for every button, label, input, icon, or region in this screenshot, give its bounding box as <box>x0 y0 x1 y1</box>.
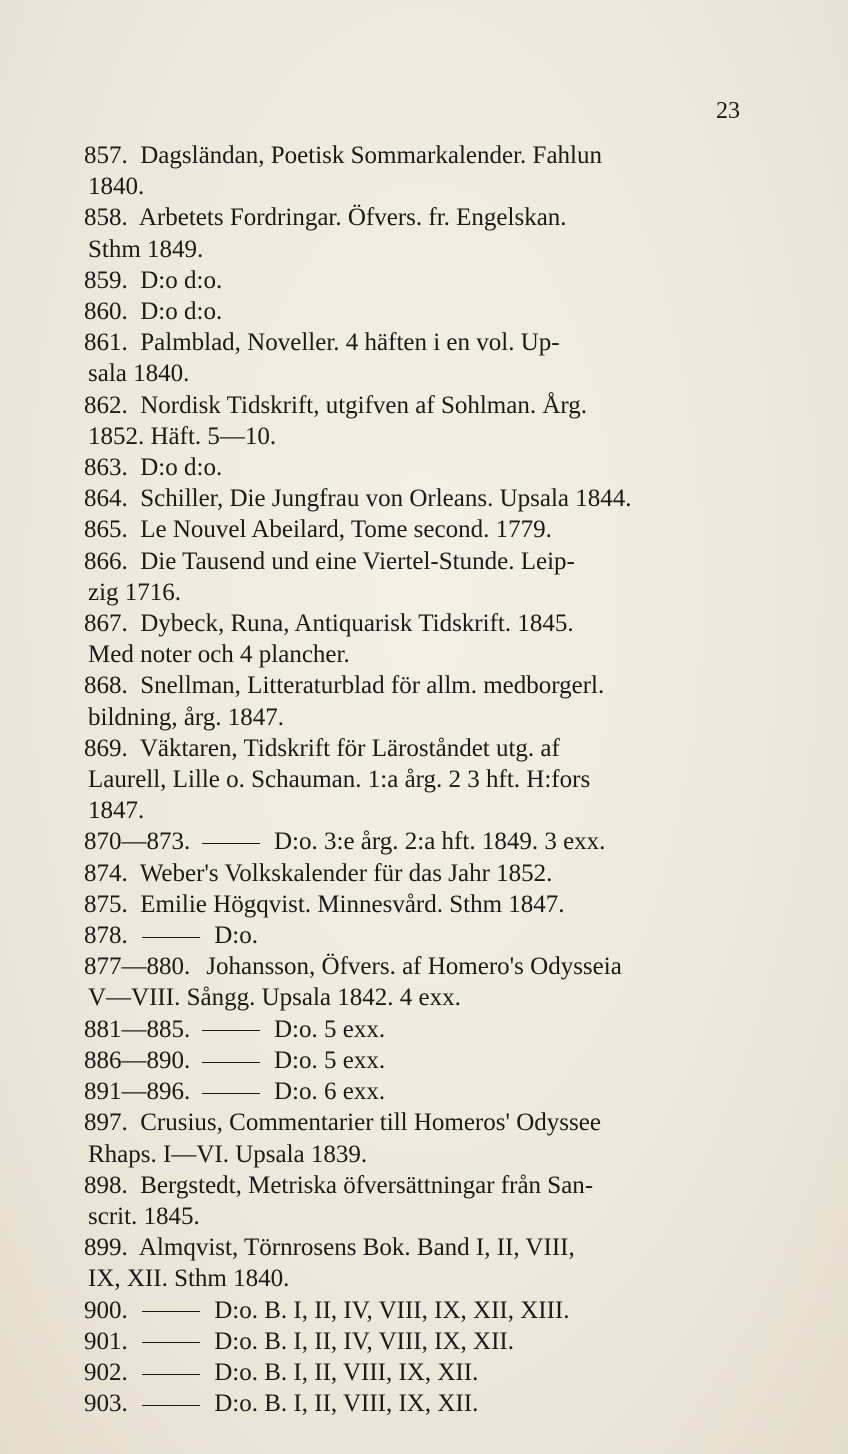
entry-number: 875. <box>84 890 128 918</box>
entry-number: 864. <box>84 485 128 513</box>
catalog-entry <box>84 514 746 545</box>
ditto-dash <box>142 1342 200 1343</box>
entry-number: 858. <box>84 204 128 232</box>
catalog-entry <box>84 1076 746 1107</box>
entry-text: D:o. 3:e årg. 2:a hft. 1849. 3 exx. <box>274 828 606 856</box>
catalog-entry <box>84 858 746 889</box>
ditto-dash <box>202 1062 260 1063</box>
catalog-entry <box>84 1170 746 1232</box>
catalog-entry <box>84 951 746 1013</box>
entry-continuation: scrit. 1845. <box>88 1202 200 1230</box>
entry-number: 897. <box>84 1109 128 1137</box>
catalog-entry <box>84 670 746 732</box>
entry-number: 867. <box>84 610 128 638</box>
entry-number: 862. <box>84 391 128 419</box>
catalog-entry <box>84 265 746 296</box>
entry-number: 877—880. <box>84 953 191 981</box>
entry-number: 878. <box>84 922 128 950</box>
entry-number: 902. <box>84 1358 128 1386</box>
catalog-entry <box>84 452 746 483</box>
entry-text: Arbetets Fordringar. Öfvers. fr. Engelskan. <box>138 204 567 232</box>
entry-text: Die Tausend und eine Viertel-Stunde. Leip- <box>140 547 575 575</box>
entry-text: D:o. 6 exx. <box>274 1078 386 1106</box>
catalog-entry <box>84 920 746 951</box>
entry-text: Snellman, Litteraturblad för allm. medborgerl. <box>140 672 605 700</box>
entry-continuation: sala 1840. <box>88 360 190 388</box>
entry-number: 886—890. <box>84 1046 191 1074</box>
entry-number: 891—896. <box>84 1078 191 1106</box>
entry-continuation: Med noter och 4 plancher. <box>88 641 350 669</box>
entry-text: D:o. 5 exx. <box>274 1015 386 1043</box>
entry-number: 869. <box>84 734 128 762</box>
catalog-entry <box>84 1107 746 1169</box>
catalog-entry <box>84 140 746 202</box>
catalog-entry <box>84 1232 746 1294</box>
entry-number: 868. <box>84 672 128 700</box>
catalog-entry <box>84 1045 746 1076</box>
entry-number: 899. <box>84 1234 128 1262</box>
catalog-entry <box>84 390 746 452</box>
catalog-entry <box>84 1295 746 1326</box>
catalog-entry <box>84 1014 746 1045</box>
entry-number: 863. <box>84 454 128 482</box>
catalog-entry <box>84 1326 746 1357</box>
catalog-entry <box>84 826 746 857</box>
entry-text: Dagsländan, Poetisk Sommarkalender. Fahlun <box>140 142 602 169</box>
catalog-entry <box>84 608 746 670</box>
ditto-dash <box>142 1311 200 1312</box>
ditto-dash <box>202 843 260 844</box>
entry-text: D:o. B. I, II, VIII, IX, XII. <box>214 1390 479 1418</box>
entry-text: Dybeck, Runa, Antiquarisk Tidskrift. 1845. <box>140 610 574 638</box>
entry-text: Schiller, Die Jungfrau von Orleans. Upsala 1844. <box>140 485 632 513</box>
entry-text: Weber's Volkskalender für das Jahr 1852. <box>139 859 553 887</box>
catalog-entry <box>84 327 746 389</box>
catalog-entries <box>84 140 746 1419</box>
entry-number: 865. <box>84 516 128 544</box>
entry-text: D:o. B. I, II, VIII, IX, XII. <box>214 1358 479 1386</box>
entry-continuation: Sthm 1849. <box>88 235 204 263</box>
ditto-dash <box>142 1374 200 1375</box>
entry-continuation: 1840. <box>88 173 145 201</box>
entry-number: 860. <box>84 298 128 326</box>
entry-text: D:o d:o. <box>140 298 223 326</box>
entry-text: Bergstedt, Metriska öfversättningar från San- <box>140 1171 594 1199</box>
catalog-entry <box>84 1388 746 1419</box>
entry-text: Le Nouvel Abeilard, Tome second. 1779. <box>140 516 552 544</box>
ditto-dash <box>202 1093 260 1094</box>
catalog-entry <box>84 733 746 827</box>
catalog-entry <box>84 889 746 920</box>
entry-text: Emilie Högqvist. Minnesvård. Sthm 1847. <box>140 890 565 918</box>
entry-text: Palmblad, Noveller. 4 häften i en vol. Up- <box>140 329 560 357</box>
entry-continuation: zig 1716. <box>88 578 182 606</box>
entry-number: 857. <box>84 142 128 169</box>
entry-text: Johansson, Öfvers. af Homero's Odysseia <box>206 953 622 981</box>
entry-text: D:o. B. I, II, IV, VIII, IX, XII, XIII. <box>214 1296 570 1324</box>
entry-number: 861. <box>84 329 128 357</box>
entry-number: 900. <box>84 1296 128 1324</box>
entry-text: D:o d:o. <box>140 454 223 482</box>
catalog-entry <box>84 296 746 327</box>
entry-number: 901. <box>84 1327 128 1355</box>
entry-number: 866. <box>84 547 128 575</box>
entry-number: 898. <box>84 1171 128 1199</box>
entry-text: Väktaren, Tidskrift för Läroståndet utg. af <box>139 734 560 762</box>
entry-text: D:o. <box>214 922 258 950</box>
catalog-entry <box>84 483 746 514</box>
entry-text: D:o d:o. <box>140 266 223 294</box>
entry-continuation: IX, XII. Sthm 1840. <box>88 1265 290 1293</box>
entry-continuation: Rhaps. I—VI. Upsala 1839. <box>88 1140 368 1168</box>
entry-number: 870—873. <box>84 828 191 856</box>
entry-continuation: bildning, årg. 1847. <box>88 703 285 731</box>
entry-continuation: 1852. Häft. 5—10. <box>88 422 277 450</box>
catalog-entry <box>84 202 746 264</box>
entry-continuation: 1847. <box>88 797 145 825</box>
catalog-entry <box>84 1357 746 1388</box>
entry-text: D:o. 5 exx. <box>274 1046 386 1074</box>
entry-text: Nordisk Tidskrift, utgifven af Sohlman. Årg. <box>140 391 588 419</box>
entry-number: 874. <box>84 859 128 887</box>
entry-number: 903. <box>84 1390 128 1418</box>
entry-number: 859. <box>84 266 128 294</box>
page-number: 23 <box>716 98 740 124</box>
catalog-entry <box>84 546 746 608</box>
entry-text: Crusius, Commentarier till Homeros' Odyssee <box>140 1109 601 1137</box>
ditto-dash <box>202 1030 260 1031</box>
entry-number: 881—885. <box>84 1015 191 1043</box>
entry-continuation: Laurell, Lille o. Schauman. 1:a årg. 2 3 hft. H:fors <box>88 766 591 794</box>
ditto-dash <box>142 1405 200 1406</box>
entry-text: Almqvist, Törnrosens Bok. Band I, II, VIII, <box>138 1234 575 1262</box>
entry-text: D:o. B. I, II, IV, VIII, IX, XII. <box>214 1327 514 1355</box>
ditto-dash <box>142 937 200 938</box>
entry-continuation: V—VIII. Sångg. Upsala 1842. 4 exx. <box>88 984 461 1012</box>
